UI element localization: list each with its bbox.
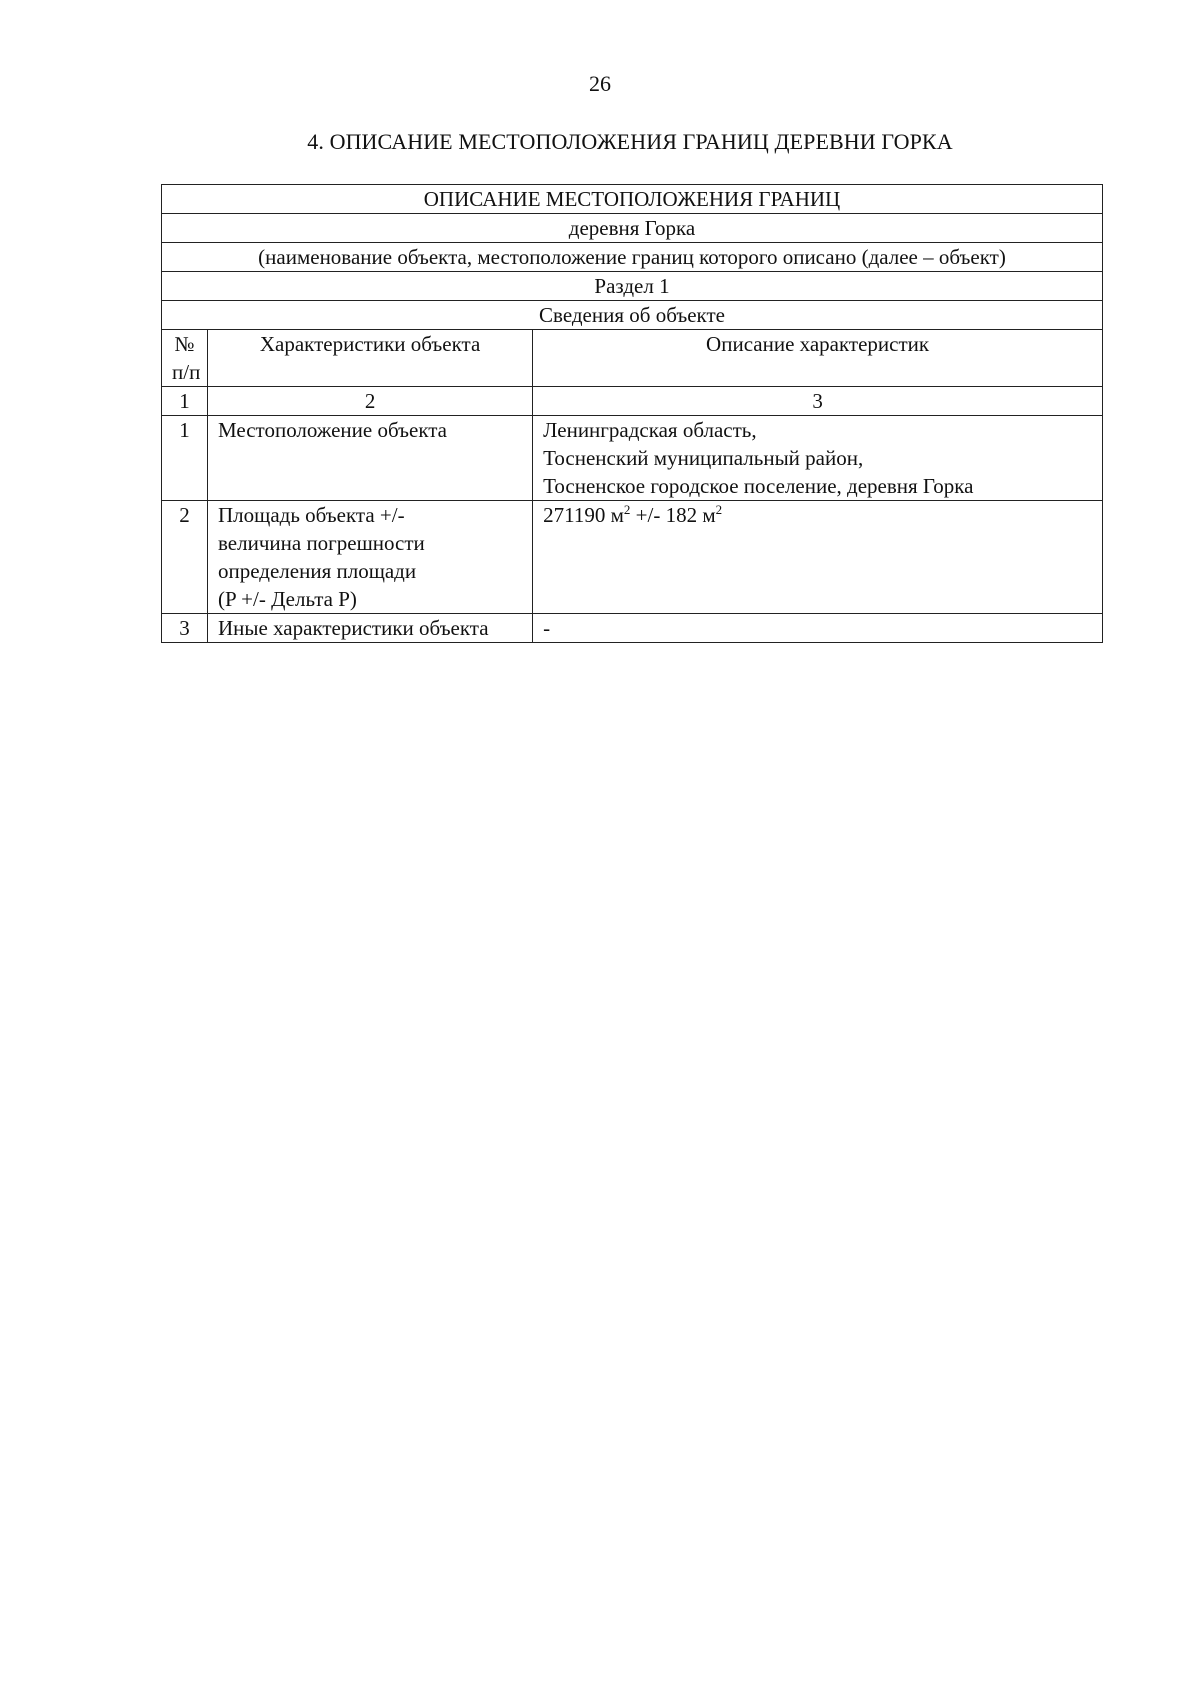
row-number: 2 — [162, 501, 208, 614]
description-line: Тосненское городское поселение, деревня Горка — [543, 474, 974, 498]
characteristic-line: Иные характеристики объекта — [218, 616, 489, 640]
object-name: деревня Горка — [162, 214, 1103, 243]
header-num-line2: п/п — [172, 360, 201, 384]
header-description: Описание характеристик — [533, 330, 1103, 387]
section-title-row — [162, 301, 1103, 330]
description-line: Ленинградская область, — [543, 418, 757, 442]
header-num — [162, 330, 208, 387]
object-caption: (наименование объекта, местоположение границ которого описано (далее – объект) — [162, 243, 1103, 272]
object-caption-row — [162, 243, 1103, 272]
header-num-line1: № — [174, 332, 195, 356]
column-number: 3 — [533, 387, 1103, 416]
row-characteristic — [208, 501, 533, 614]
row-number: 1 — [162, 416, 208, 501]
section-row — [162, 272, 1103, 301]
page-number: 26 — [589, 71, 611, 96]
section-label: Раздел 1 — [162, 272, 1103, 301]
row-description — [533, 501, 1103, 614]
characteristic-line: Площадь объекта +/- — [218, 503, 405, 527]
header-row — [162, 330, 1103, 387]
row-description — [533, 416, 1103, 501]
characteristic-line: определения площади — [218, 559, 417, 583]
column-number: 1 — [162, 387, 208, 416]
section-heading: Сведения об объекте — [162, 301, 1103, 330]
characteristic-line: (P +/- Дельта P) — [218, 587, 357, 611]
section-title: 4. ОПИСАНИЕ МЕСТОПОЛОЖЕНИЯ ГРАНИЦ ДЕРЕВНИ ГОРКА — [307, 129, 953, 154]
header-characteristics: Характеристики объекта — [208, 330, 533, 387]
table-title: ОПИСАНИЕ МЕСТОПОЛОЖЕНИЯ ГРАНИЦ — [162, 185, 1103, 214]
area-number: 271190 м — [543, 503, 624, 527]
boundary-description-table — [161, 184, 1103, 643]
area-superscript: 2 — [715, 502, 723, 517]
description-line: Тосненский муниципальный район, — [543, 446, 864, 470]
row-number: 3 — [162, 614, 208, 643]
row-characteristic — [208, 416, 533, 501]
area-superscript: 2 — [623, 502, 631, 517]
column-numbers-row — [162, 387, 1103, 416]
characteristic-line: Местоположение объекта — [218, 418, 448, 442]
table-title-row — [162, 185, 1103, 214]
table-row — [162, 501, 1103, 614]
table-row — [162, 416, 1103, 501]
description-line: - — [543, 616, 551, 640]
area-tolerance: +/- 182 м — [630, 503, 716, 527]
row-characteristic — [208, 614, 533, 643]
column-number: 2 — [208, 387, 533, 416]
row-description — [533, 614, 1103, 643]
table-row — [162, 614, 1103, 643]
object-name-row — [162, 214, 1103, 243]
characteristic-line: величина погрешности — [218, 531, 425, 555]
area-value — [543, 501, 1092, 529]
